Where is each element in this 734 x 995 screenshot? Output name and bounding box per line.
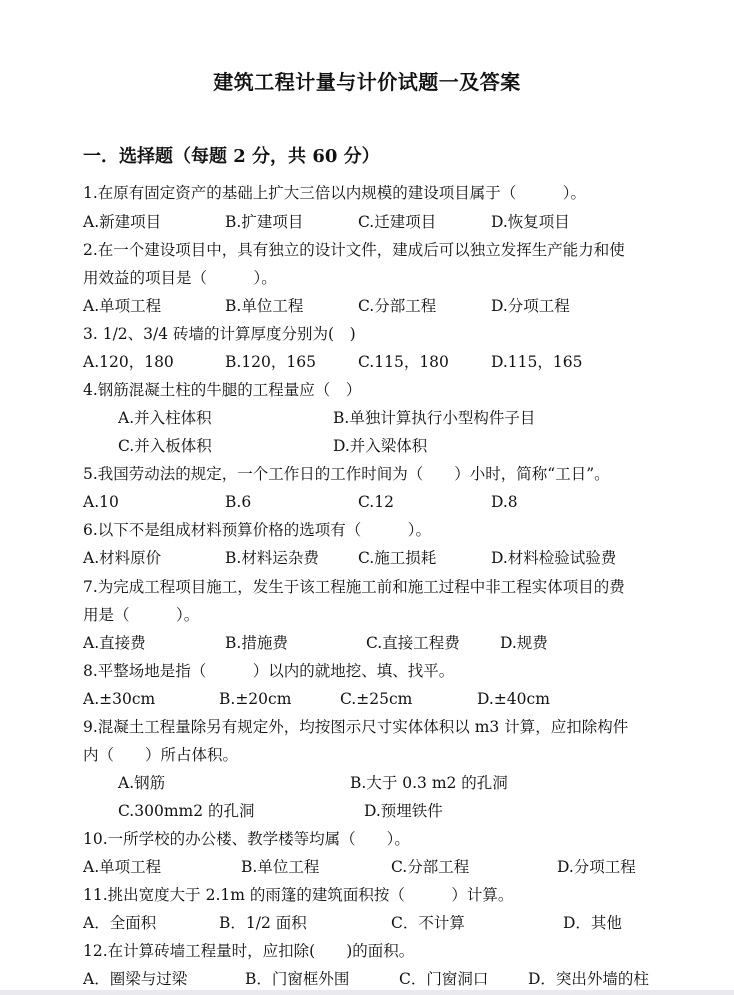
question-10-option-a: A.单项工程 <box>83 858 162 876</box>
question-9-option-a: A.钢筋 <box>118 774 166 792</box>
question-9-text-line-1: 9.混凝土工程量除另有规定外，均按图示尺寸实体体积以 m3 计算，应扣除构件 <box>83 718 629 736</box>
question-2-text-line-2: 用效益的项目是（ ）。 <box>83 269 277 287</box>
question-5-option-b: B.6 <box>225 493 252 511</box>
question-2-text-line-1: 2.在一个建设项目中，具有独立的设计文件，建成后可以独立发挥生产能力和使 <box>83 241 625 259</box>
question-4-option-b: B.单独计算执行小型构件子目 <box>333 409 536 427</box>
question-5-text: 5.我国劳动法的规定，一个工作日的工作时间为（ ）小时，简称“工日”。 <box>83 465 610 483</box>
question-10-option-d: D.分项工程 <box>557 858 636 876</box>
section-heading: 一．选择题（每题 2 分，共 60 分） <box>83 146 380 167</box>
question-6-option-a: A.材料原价 <box>83 549 162 567</box>
question-6-option-c: C.施工损耗 <box>358 549 437 567</box>
question-10-option-b: B.单位工程 <box>241 858 320 876</box>
question-12-option-b: B．门窗框外围 <box>245 970 350 988</box>
question-4-option-c: C.并入板体积 <box>118 437 212 455</box>
question-11-option-c: C．不计算 <box>391 914 465 932</box>
question-6-option-b: B.材料运杂费 <box>225 549 319 567</box>
question-11-option-a: A．全面积 <box>83 914 157 932</box>
question-11-option-d: D．其他 <box>563 914 622 932</box>
question-7-option-d: D.规费 <box>500 634 548 652</box>
question-9-option-d: D.预埋铁件 <box>364 802 443 820</box>
question-5-option-c: C.12 <box>358 493 394 511</box>
viewer-bottom-edge <box>0 990 734 995</box>
question-7-option-c: C.直接工程费 <box>366 634 460 652</box>
question-11-option-b: B．1/2 面积 <box>219 914 307 932</box>
question-3-text: 3. 1/2、3/4 砖墙的计算厚度分别为( ) <box>83 325 356 343</box>
question-12-text: 12.在计算砖墙工程量时，应扣除( )的面积。 <box>83 942 415 960</box>
question-11-text: 11.挑出宽度大于 2.1m 的雨篷的建筑面积按（ ）计算。 <box>83 886 514 904</box>
question-2-option-d: D.分项工程 <box>491 297 570 315</box>
question-2-option-b: B.单位工程 <box>225 297 304 315</box>
question-12-option-a: A．圈梁与过梁 <box>83 970 188 988</box>
question-8-text: 8.平整场地是指（ ）以内的就地挖、填、找平。 <box>83 662 455 680</box>
question-1-option-c: C.迁建项目 <box>358 213 437 231</box>
question-12-option-c: C．门窗洞口 <box>399 970 489 988</box>
question-4-text: 4.钢筋混凝土柱的牛腿的工程量应（ ） <box>83 381 362 399</box>
question-1-option-b: B.扩建项目 <box>225 213 304 231</box>
question-7-option-b: B.措施费 <box>225 634 288 652</box>
question-7-option-a: A.直接费 <box>83 634 146 652</box>
document-title: 建筑工程计量与计价试题一及答案 <box>213 70 521 94</box>
question-10-option-c: C.分部工程 <box>391 858 470 876</box>
question-1-option-a: A.新建项目 <box>83 213 162 231</box>
question-8-option-d: D.±40cm <box>477 690 550 708</box>
question-4-option-d: D.并入梁体积 <box>333 437 428 455</box>
question-12-option-d: D．突出外墙的柱 <box>528 970 649 988</box>
question-9-option-c: C.300mm2 的孔洞 <box>118 802 255 820</box>
question-9-text-line-2: 内（ ）所占体积。 <box>83 746 239 764</box>
question-5-option-a: A.10 <box>83 493 119 511</box>
question-9-option-b: B.大于 0.3 m2 的孔洞 <box>350 774 508 792</box>
question-2-option-a: A.单项工程 <box>83 297 162 315</box>
question-2-option-c: C.分部工程 <box>358 297 437 315</box>
question-8-option-b: B.±20cm <box>219 690 292 708</box>
question-3-option-b: B.120，165 <box>225 353 316 371</box>
question-6-option-d: D.材料检验试验费 <box>491 549 617 567</box>
question-6-text: 6.以下不是组成材料预算价格的选项有（ ）。 <box>83 521 432 539</box>
question-3-option-a: A.120，180 <box>83 353 174 371</box>
question-7-text-line-2: 用是（ ）。 <box>83 606 200 624</box>
question-8-option-c: C.±25cm <box>340 690 413 708</box>
question-1-text: 1.在原有固定资产的基础上扩大三倍以内规模的建设项目属于（ ）。 <box>83 184 587 202</box>
question-7-text-line-1: 7.为完成工程项目施工，发生于该工程施工前和施工过程中非工程实体项目的费 <box>83 578 625 596</box>
question-4-option-a: A.并入柱体积 <box>118 409 212 427</box>
question-3-option-c: C.115，180 <box>358 353 449 371</box>
question-8-option-a: A.±30cm <box>83 690 156 708</box>
question-3-option-d: D.115，165 <box>491 353 583 371</box>
question-1-option-d: D.恢复项目 <box>491 213 570 231</box>
question-10-text: 10.一所学校的办公楼、教学楼等均属（ ）。 <box>83 830 410 848</box>
question-5-option-d: D.8 <box>491 493 518 511</box>
